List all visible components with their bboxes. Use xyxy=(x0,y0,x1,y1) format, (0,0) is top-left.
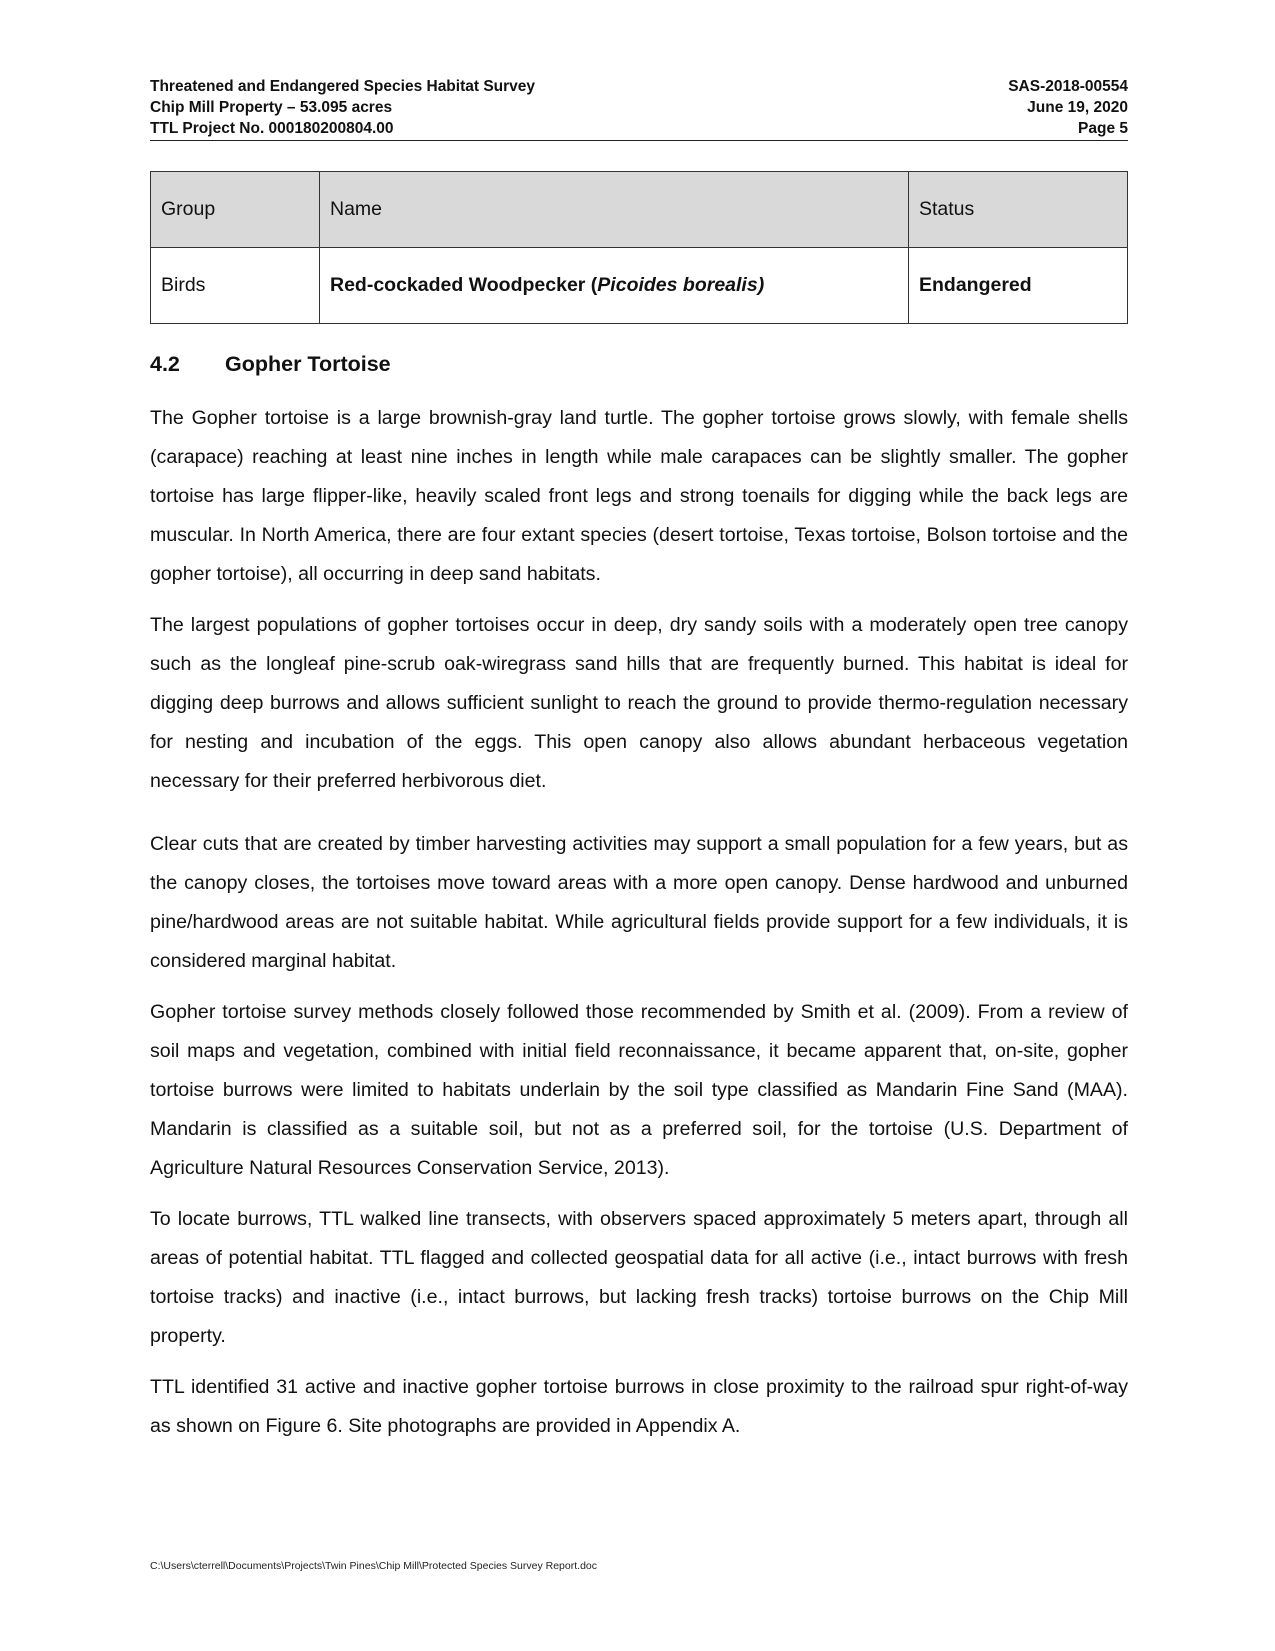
cell-name xyxy=(320,248,909,324)
cell-status: Endangered xyxy=(909,248,1128,324)
paragraph-6: TTL identified 31 active and inactive gopher tortoise burrows in close proximity to the railroad spur right-of-way as shown on Figure 6. Site photographs are provided in Appendix A. xyxy=(150,1376,1128,1437)
cell-name-common: Red-cockaded Woodpecker ( xyxy=(330,274,598,296)
header-property: Chip Mill Property – 53.095 acres xyxy=(150,99,393,116)
header-cell-name: Name xyxy=(320,172,909,248)
cell-group: Birds xyxy=(151,248,320,324)
section-title: Gopher Tortoise xyxy=(225,352,391,376)
paragraph-5: To locate burrows, TTL walked line transects, with observers spaced approximately 5 meters apart, through all areas of potential habitat. TTL flagged and collected geospatial data for all active (i.e., intact burrows with fresh tortoise tracks) and inactive (i.e., intact burrows, but lacking fresh tracks) tortoise burrows on the Chip Mill property. xyxy=(150,1208,1128,1347)
paragraph-1: The Gopher tortoise is a large brownish-gray land turtle. The gopher tortoise grows slowly, with female shells (carapace) reaching at least nine inches in length while male carapaces can be slightly smaller. The gopher tortoise has large flipper-like, heavily scaled front legs and strong toenails for digging while the back legs are muscular. In North America, there are four extant species (desert tortoise, Texas tortoise, Bolson tortoise and the gopher tortoise), all occurring in deep sand habitats. xyxy=(150,407,1128,585)
paragraph-2: The largest populations of gopher tortoises occur in deep, dry sandy soils with a moderately open tree canopy such as the longleaf pine-scrub oak-wiregrass sand hills that are frequently burned. This habitat is ideal for digging deep burrows and allows sufficient sunlight to reach the ground to provide thermo-regulation necessary for nesting and incubation of the eggs. This open canopy also allows abundant herbaceous vegetation necessary for their preferred herbivorous diet. xyxy=(150,614,1128,792)
header-page-number: Page 5 xyxy=(1078,120,1128,137)
table-header-row xyxy=(151,172,1128,248)
header-date: June 19, 2020 xyxy=(1027,99,1128,116)
cell-name-scientific: Picoides borealis) xyxy=(597,274,765,296)
header-row-1 xyxy=(150,76,1128,97)
body-text xyxy=(150,399,1128,1458)
species-table xyxy=(150,171,1128,324)
header-project-number: TTL Project No. 000180200804.00 xyxy=(150,120,394,137)
section-number: 4.2 xyxy=(150,352,180,376)
section-heading xyxy=(150,352,391,377)
header-cell-status: Status xyxy=(909,172,1128,248)
header-row-2 xyxy=(150,97,1128,118)
page-header xyxy=(150,76,1128,141)
paragraph-3: Clear cuts that are created by timber harvesting activities may support a small population for a few years, but as the canopy closes, the tortoises move toward areas with a more open canopy. Dense hardwood and unburned pine/hardwood areas are not suitable habitat. While agricultural fields provide support for a few individuals, it is considered marginal habitat. xyxy=(150,833,1128,972)
header-cell-group: Group xyxy=(151,172,320,248)
header-row-3 xyxy=(150,118,1128,139)
paragraph-4: Gopher tortoise survey methods closely followed those recommended by Smith et al. (2009). From a review of soil maps and vegetation, combined with initial field reconnaissance, it became apparent that, on-site, gopher tortoise burrows were limited to habitats underlain by the soil type classified as Mandarin Fine Sand (MAA). Mandarin is classified as a suitable soil, but not as a preferred soil, for the tortoise (U.S. Department of Agriculture Natural Resources Conservation Service, 2013). xyxy=(150,1001,1128,1179)
footer-file-path: C:\Users\cterrell\Documents\Projects\Twin Pines\Chip Mill\Protected Species Survey Report.doc xyxy=(150,1560,597,1572)
table-row xyxy=(151,248,1128,324)
header-survey-title: Threatened and Endangered Species Habitat Survey xyxy=(150,78,536,95)
header-reference-number: SAS-2018-00554 xyxy=(1008,78,1128,95)
